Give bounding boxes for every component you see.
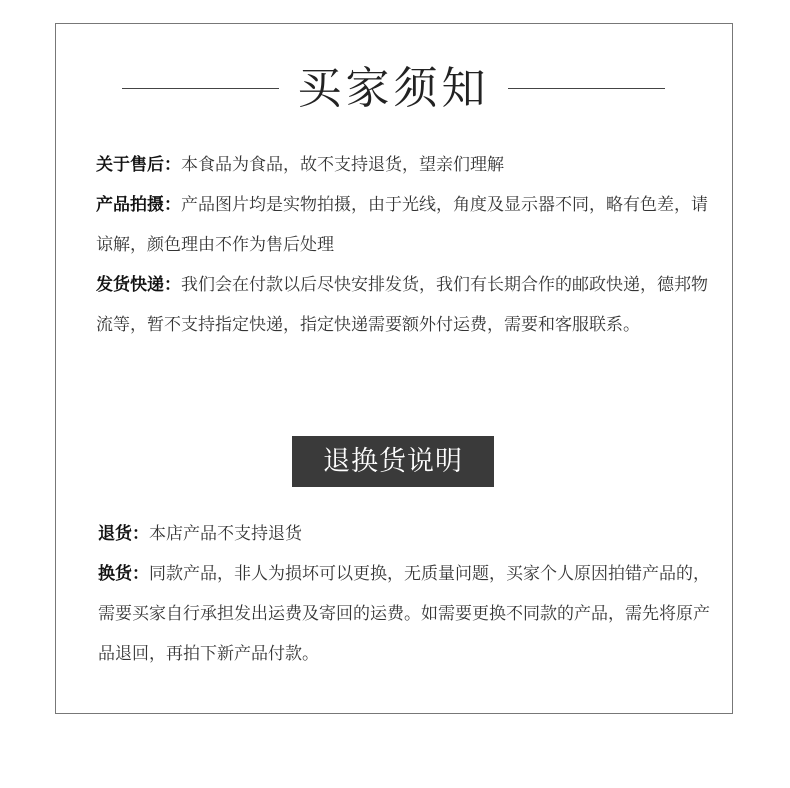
return-text: 本店产品不支持退货 [149,524,302,544]
return-paragraph [98,514,718,554]
title-divider-right [508,88,665,89]
after-sales-paragraph [96,145,716,185]
shipping-text: 我们会在付款以后尽快安排发货，我们有长期合作的邮政快递，德邦物流等，暂不支持指定快递，指定快递需要额外付运费，需要和客服联系。 [96,275,708,335]
exchange-label: 换货： [98,564,149,584]
after-sales-label: 关于售后： [96,155,181,175]
return-label: 退货： [98,524,149,544]
exchange-paragraph [98,554,718,674]
shipping-paragraph [96,265,716,345]
shipping-label: 发货快递： [96,275,181,295]
returns-banner: 退换货说明 [292,436,494,487]
photography-text: 产品图片均是实物拍摄，由于光线，角度及显示器不同，略有色差，请谅解，颜色理由不作为售后处理 [96,195,708,255]
notice-section [96,145,716,345]
photography-paragraph [96,185,716,265]
title-row [0,60,790,118]
returns-section [98,514,718,674]
page-title: 买家须知 [297,63,490,114]
exchange-text: 同款产品，非人为损坏可以更换，无质量问题，买家个人原因拍错产品的，需要买家自行承担发出运费及寄回的运费。如需要更换不同款的产品，需先将原产品退回，再拍下新产品付款。 [98,564,710,664]
photography-label: 产品拍摄： [96,195,181,215]
title-divider-left [122,88,279,89]
after-sales-text: 本食品为食品，故不支持退货，望亲们理解 [181,155,504,175]
